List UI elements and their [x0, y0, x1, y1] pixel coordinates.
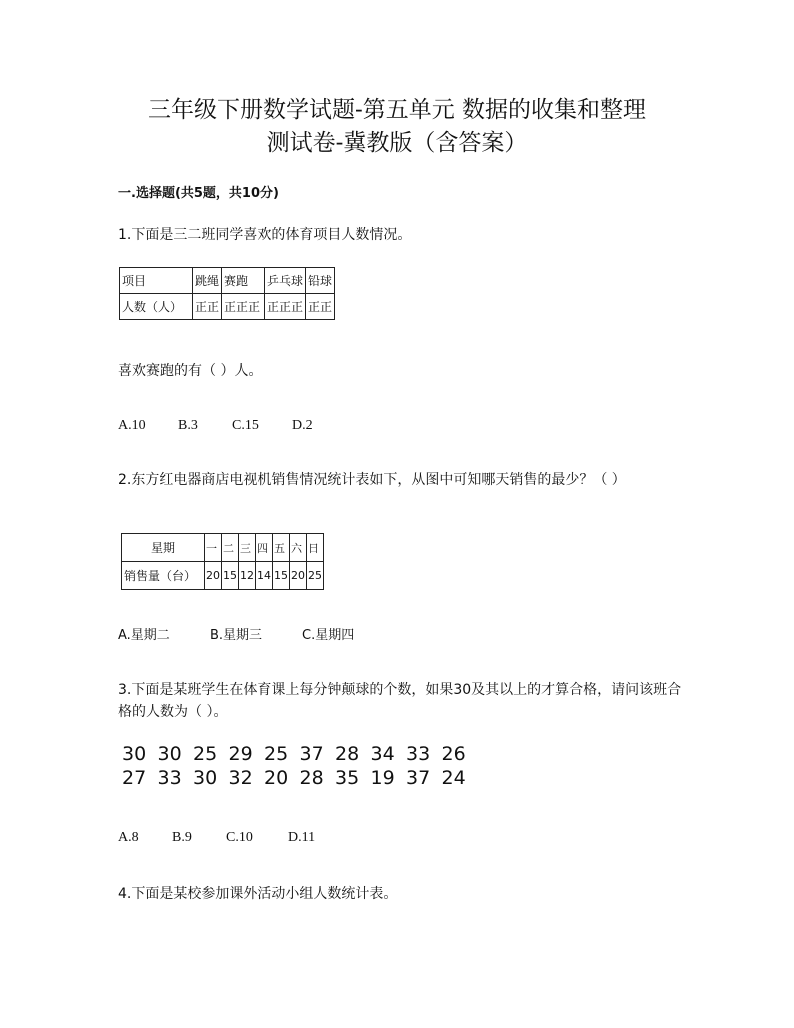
- table-cell: 20: [290, 562, 307, 590]
- option-a: A.8: [118, 830, 139, 845]
- number-cell: 19: [370, 767, 395, 789]
- option-b: B.9: [172, 830, 192, 845]
- number-cell: 28: [335, 743, 360, 765]
- number-cell: 35: [335, 767, 360, 789]
- number-cell: 25: [193, 743, 218, 765]
- table-cell: 15: [273, 562, 290, 590]
- page-title-line1: 三年级下册数学试题-第五单元 数据的收集和整理: [147, 97, 647, 123]
- table-cell: 正正: [193, 294, 222, 320]
- table-cell: 日: [307, 534, 324, 562]
- number-cell: 27: [122, 767, 147, 789]
- question-2-table: [121, 533, 324, 590]
- table-cell: 跳绳: [193, 268, 222, 294]
- option-c: C.星期四: [302, 628, 355, 643]
- table-cell: 项目: [120, 268, 193, 294]
- question-1-options: [118, 418, 313, 434]
- table-cell: 乒乓球: [265, 268, 306, 294]
- question-1-text: 1.下面是三二班同学喜欢的体育项目人数情况。: [118, 227, 412, 243]
- numbers-row-1: [122, 743, 477, 765]
- table-row: [122, 562, 324, 590]
- option-d: D.2: [292, 418, 313, 433]
- table-cell: 星期: [122, 534, 205, 562]
- question-2-text: 2.东方红电器商店电视机销售情况统计表如下，从图中可知哪天销售的最少？（ ）: [118, 472, 626, 488]
- option-b: B.星期三: [210, 628, 263, 643]
- number-cell: 28: [299, 767, 324, 789]
- table-cell: 二: [222, 534, 239, 562]
- table-cell: 四: [256, 534, 273, 562]
- number-cell: 30: [193, 767, 218, 789]
- table-cell: 正正正: [222, 294, 265, 320]
- table-cell: 25: [307, 562, 324, 590]
- option-a: A.10: [118, 418, 146, 433]
- number-cell: 30: [157, 743, 182, 765]
- number-cell: 32: [228, 767, 253, 789]
- number-cell: 33: [406, 743, 431, 765]
- section-heading: 一.选择题(共5题，共10分): [118, 186, 279, 201]
- number-cell: 33: [157, 767, 182, 789]
- table-cell: 铅球: [306, 268, 335, 294]
- option-b: B.3: [178, 418, 198, 433]
- table-cell: 15: [222, 562, 239, 590]
- option-d: D.11: [288, 830, 316, 845]
- table-cell: 20: [205, 562, 222, 590]
- table-cell: 五: [273, 534, 290, 562]
- number-cell: 37: [406, 767, 431, 789]
- table-cell: 14: [256, 562, 273, 590]
- table-row: [120, 268, 335, 294]
- table-cell: 正正: [306, 294, 335, 320]
- numbers-row-2: [122, 767, 477, 789]
- option-c: C.15: [232, 418, 259, 433]
- question-4-text: 4.下面是某校参加课外活动小组人数统计表。: [118, 886, 398, 902]
- table-cell: 销售量（台）: [122, 562, 205, 590]
- table-cell: 三: [239, 534, 256, 562]
- number-cell: 34: [370, 743, 395, 765]
- number-cell: 25: [264, 743, 289, 765]
- table-cell: 赛跑: [222, 268, 265, 294]
- table-cell: 12: [239, 562, 256, 590]
- number-cell: 29: [228, 743, 253, 765]
- number-cell: 26: [441, 743, 466, 765]
- question-1-table: [119, 267, 335, 320]
- number-cell: 30: [122, 743, 147, 765]
- question-3-text: 3.下面是某班学生在体育课上每分钟颠球的个数，如果30及其以上的才算合格，请问该班合格的人数为（ ）。: [118, 682, 682, 720]
- table-cell: 人数（人）: [120, 294, 193, 320]
- question-2-options: [118, 624, 354, 643]
- table-cell: 六: [290, 534, 307, 562]
- question-1-prompt: 喜欢赛跑的有（ ）人。: [118, 363, 263, 379]
- table-row: [122, 534, 324, 562]
- table-cell: 正正正: [265, 294, 306, 320]
- table-cell: 一: [205, 534, 222, 562]
- option-a: A.星期二: [118, 628, 170, 643]
- page-title-line2: 测试卷-冀教版（含答案）: [266, 130, 528, 156]
- number-cell: 20: [264, 767, 289, 789]
- number-cell: 37: [299, 743, 324, 765]
- table-row: [120, 294, 335, 320]
- option-c: C.10: [226, 830, 253, 845]
- number-cell: 24: [441, 767, 466, 789]
- question-3-options: [118, 830, 315, 846]
